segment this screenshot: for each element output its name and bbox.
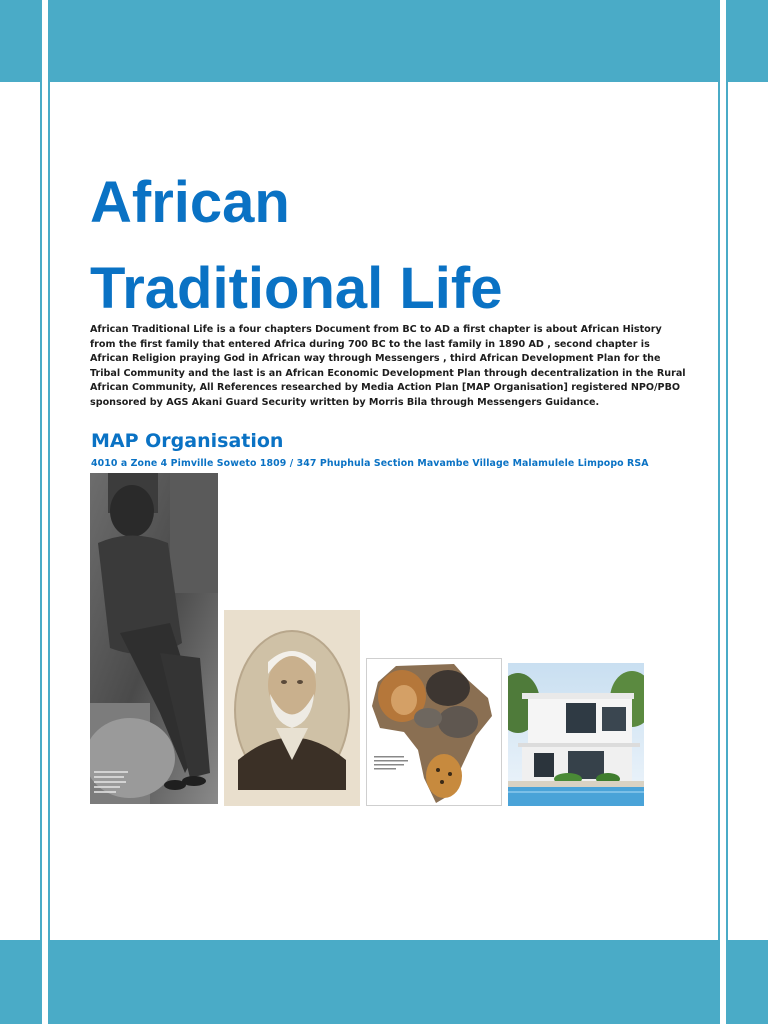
organisation-address: 4010 a Zone 4 Pimville Soweto 1809 / 347 Phuphula Section Mavambe Village Malamulele Limpopo RSA [91,458,649,469]
elder-seated-photo [90,473,218,804]
top-left-corner-block [0,0,40,82]
bottom-right-corner-block [728,940,768,1024]
right-inner-vertical-rule [718,0,720,1024]
top-border-band [50,0,718,82]
bearded-man-portrait-photo [224,610,360,806]
organisation-name: MAP Organisation [91,430,284,452]
right-vertical-rule [726,0,728,1024]
title-line-2: Traditional Life [90,256,503,321]
bottom-border-band [50,940,718,1024]
top-right-corner-block [728,0,768,82]
document-title [90,160,503,332]
africa-animals-map-image [366,658,502,806]
bottom-left-corner-block [0,940,40,1024]
title-line-1: African [90,170,290,235]
intro-paragraph: African Traditional Life is a four chapters Document from BC to AD a first chapter is about African History from the first family that entered Africa during 700 BC to the last family in 1890 AD , second chapter is African Religion praying God in African way through Messengers , third African Development Plan for the Tribal Community and the last is an African Economic Development Plan through decentralization in the Rural African Community, All References researched by Media Action Plan [MAP Organisation] registered NPO/PBO sponsored by AGS Akani Guard Security written by Morris Bila through Messengers Guidance. [90,324,686,408]
left-vertical-rule [40,0,42,1024]
modern-house-photo [508,663,644,806]
left-inner-vertical-rule [48,0,50,1024]
